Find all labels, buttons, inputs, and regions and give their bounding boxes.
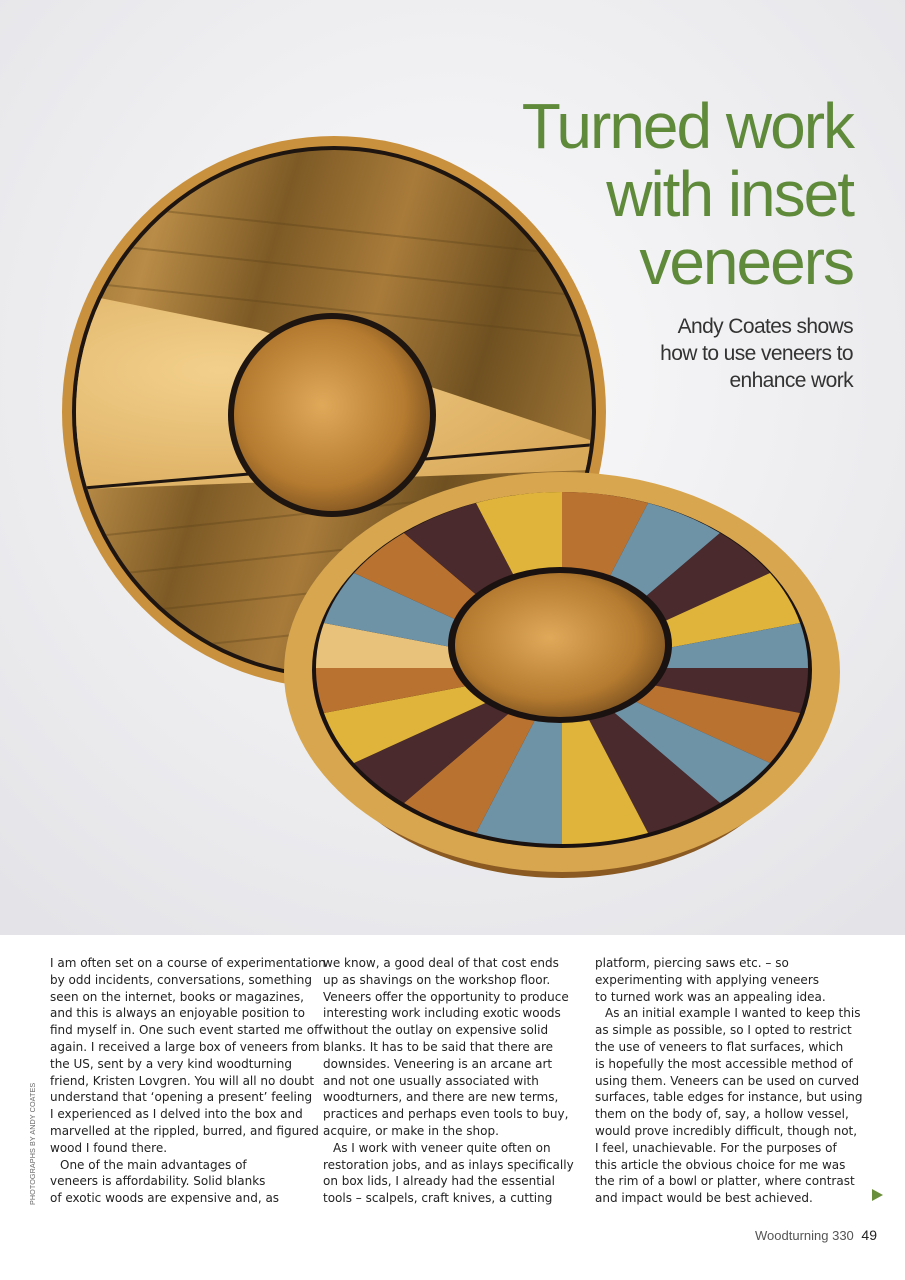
text-line: surfaces, table edges for instance, but using [595, 1090, 863, 1105]
body-paragraph [323, 1140, 585, 1207]
text-line: practices and perhaps even tools to buy, [323, 1107, 569, 1122]
text-line: As I work with veneer quite often on [333, 1140, 551, 1155]
headline-line: veneers [639, 226, 853, 298]
body-paragraph [595, 955, 857, 1005]
standfirst-line: Andy Coates shows [677, 315, 853, 338]
text-line: and not one usually associated with [323, 1073, 539, 1088]
text-line: interesting work including exotic woods [323, 1006, 561, 1021]
text-line: the US, sent by a very kind woodturning [50, 1056, 292, 1071]
text-line: woodturners, and there are new terms, [323, 1090, 559, 1105]
body-column-3 [595, 955, 863, 1207]
text-line: find myself in. One such event started me off [50, 1023, 323, 1038]
body-paragraph [595, 1005, 863, 1207]
headline-line: with inset [606, 158, 853, 230]
text-line: veneers is affordability. Solid blanks [50, 1174, 266, 1189]
text-line: the rim of a bowl or platter, where contrast [595, 1174, 855, 1189]
text-line: tools – scalpels, craft knives, a cutting [323, 1191, 553, 1206]
text-line: this article the obvious choice for me was [595, 1157, 846, 1172]
text-line: acquire, or make in the shop. [323, 1123, 499, 1138]
text-line: on box lids, I already had the essential [323, 1174, 555, 1189]
text-line: I am often set on a course of experimentation [50, 956, 326, 970]
text-line: would prove incredibly difficult, though not, [595, 1123, 858, 1138]
text-line: up as shavings on the workshop floor. [323, 972, 551, 987]
photo-credit: PHOTOGRAPHS BY ANDY COATES [28, 1082, 37, 1205]
text-line: Veneers offer the opportunity to produce [323, 989, 569, 1004]
text-line: restoration jobs, and as inlays specifically [323, 1157, 574, 1172]
text-line: As an initial example I wanted to keep this [605, 1006, 861, 1021]
text-line: to turned work was an appealing idea. [595, 989, 826, 1004]
text-line: marvelled at the rippled, burred, and figured [50, 1123, 319, 1138]
standfirst-line: enhance work [729, 369, 853, 392]
text-line: downsides. Veneering is an arcane art [323, 1056, 553, 1071]
headline-line: Turned work [521, 90, 853, 162]
text-line: I experienced as I delved into the box and [50, 1107, 303, 1122]
text-line: without the outlay on expensive solid [323, 1023, 549, 1038]
article-headline [433, 92, 853, 296]
text-line: wood I found there. [50, 1140, 168, 1155]
continue-arrow-icon [872, 1189, 883, 1201]
page-folio [755, 1227, 877, 1243]
text-line: platform, piercing saws etc. – so [595, 956, 789, 970]
article-standfirst [593, 313, 853, 394]
text-line: again. I received a large box of veneers from [50, 1039, 320, 1054]
body-paragraph [50, 1157, 312, 1207]
text-line: them on the body of, say, a hollow vessel, [595, 1107, 849, 1122]
text-line: and impact would be best achieved. [595, 1191, 813, 1206]
text-line: seen on the internet, books or magazines, [50, 989, 304, 1004]
text-line: One of the main advantages of [60, 1157, 247, 1172]
body-column-2 [323, 955, 585, 1207]
text-line: is hopefully the most accessible method of [595, 1056, 853, 1071]
body-paragraph [323, 955, 585, 1140]
text-line: experimenting with applying veneers [595, 972, 820, 987]
text-line: I feel, unachievable. For the purposes of [595, 1140, 837, 1155]
standfirst-line: how to use veneers to [660, 342, 853, 365]
text-line: we know, a good deal of that cost ends [323, 956, 559, 970]
text-line: friend, Kristen Lovgren. You will all no doubt [50, 1073, 315, 1088]
body-column-1 [50, 955, 326, 1207]
lead-paragraph [50, 955, 326, 1157]
text-line: the use of veneers to flat surfaces, which [595, 1039, 844, 1054]
text-line: by odd incidents, conversations, something [50, 972, 312, 987]
page-number: 49 [861, 1227, 877, 1243]
text-line: blanks. It has to be said that there are [323, 1039, 554, 1054]
text-line: understand that ‘opening a present’ feeling [50, 1090, 313, 1105]
text-line: using them. Veneers can be used on curved [595, 1073, 860, 1088]
text-line: and this is always an enjoyable position to [50, 1006, 305, 1021]
magazine-issue: Woodturning 330 [755, 1228, 854, 1243]
text-line: as simple as possible, so I opted to restrict [595, 1023, 852, 1038]
text-line: of exotic woods are expensive and, as [50, 1191, 280, 1206]
